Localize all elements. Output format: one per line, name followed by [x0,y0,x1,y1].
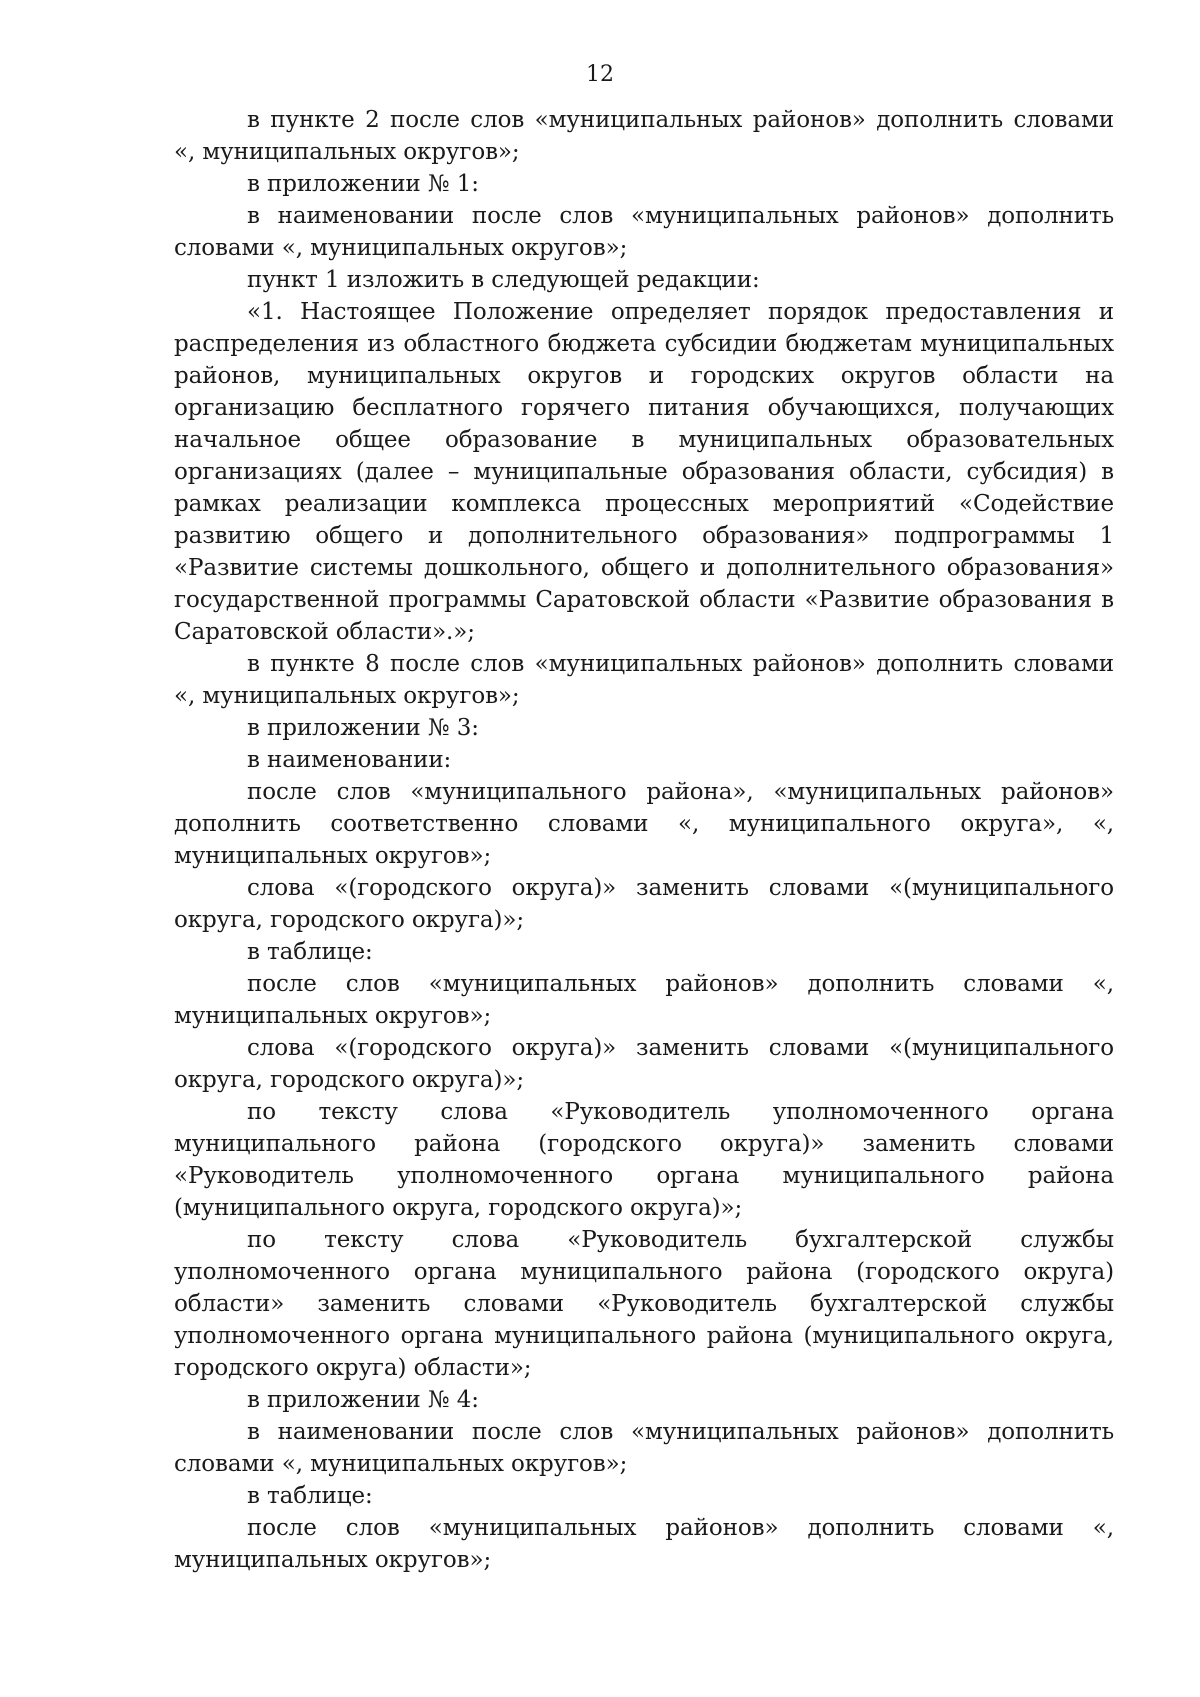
paragraph: после слов «муниципального района», «муниципальных районов» дополнить соответственно словами «, муниципального округа», «, муниципальных округов»; [174,779,1114,869]
paragraph: в наименовании после слов «муниципальных районов» дополнить словами «, муниципальных округов»; [174,1419,1114,1477]
paragraph: пункт 1 изложить в следующей редакции: [247,267,760,293]
page-number: 12 [586,62,614,87]
paragraph: по тексту слова «Руководитель уполномоченного органа муниципального района (городского округа)» заменить словами «Руководитель уполномоченного органа муниципального района (муниципального округа, городского округа)»; [174,1099,1114,1221]
paragraph: слова «(городского округа)» заменить словами «(муниципального округа, городского округа)»; [174,875,1114,933]
document-body [174,104,1114,1576]
paragraph: в наименовании после слов «муниципальных районов» дополнить словами «, муниципальных округов»; [174,203,1114,261]
paragraph: в наименовании: [247,747,452,773]
paragraph: «1. Настоящее Положение определяет порядок предоставления и распределения из областного бюджета субсидии бюджетам муниципальных районов, муниципальных округов и городских округов области на организацию бесплатного горячего питания обучающихся, получающих начальное общее образование в муниципальных образовательных организациях (далее – муниципальные образования области, субсидия) в рамках реализации комплекса процессных мероприятий «Содействие развитию общего и дополнительного образования» подпрограммы 1 «Развитие системы дошкольного, общего и дополнительного образования» государственной программы Саратовской области «Развитие образования в Саратовской области».»; [174,299,1114,645]
paragraph: в приложении № 1: [247,171,479,197]
paragraph: в пункте 2 после слов «муниципальных районов» дополнить словами «, муниципальных округов»; [174,107,1114,165]
paragraph: в таблице: [247,939,373,965]
paragraph: по тексту слова «Руководитель бухгалтерской службы уполномоченного органа муниципального района (городского округа) области» заменить словами «Руководитель бухгалтерской службы уполномоченного органа муниципального района (муниципального округа, городского округа) области»; [174,1227,1114,1381]
paragraph: в таблице: [247,1483,373,1509]
paragraph: слова «(городского округа)» заменить словами «(муниципального округа, городского округа)»; [174,1035,1114,1093]
paragraph: после слов «муниципальных районов» дополнить словами «, муниципальных округов»; [174,971,1114,1029]
paragraph: в пункте 8 после слов «муниципальных районов» дополнить словами «, муниципальных округов»; [174,651,1114,709]
paragraph: в приложении № 3: [247,715,479,741]
paragraph: после слов «муниципальных районов» дополнить словами «, муниципальных округов»; [174,1515,1114,1573]
paragraph: в приложении № 4: [247,1387,479,1413]
